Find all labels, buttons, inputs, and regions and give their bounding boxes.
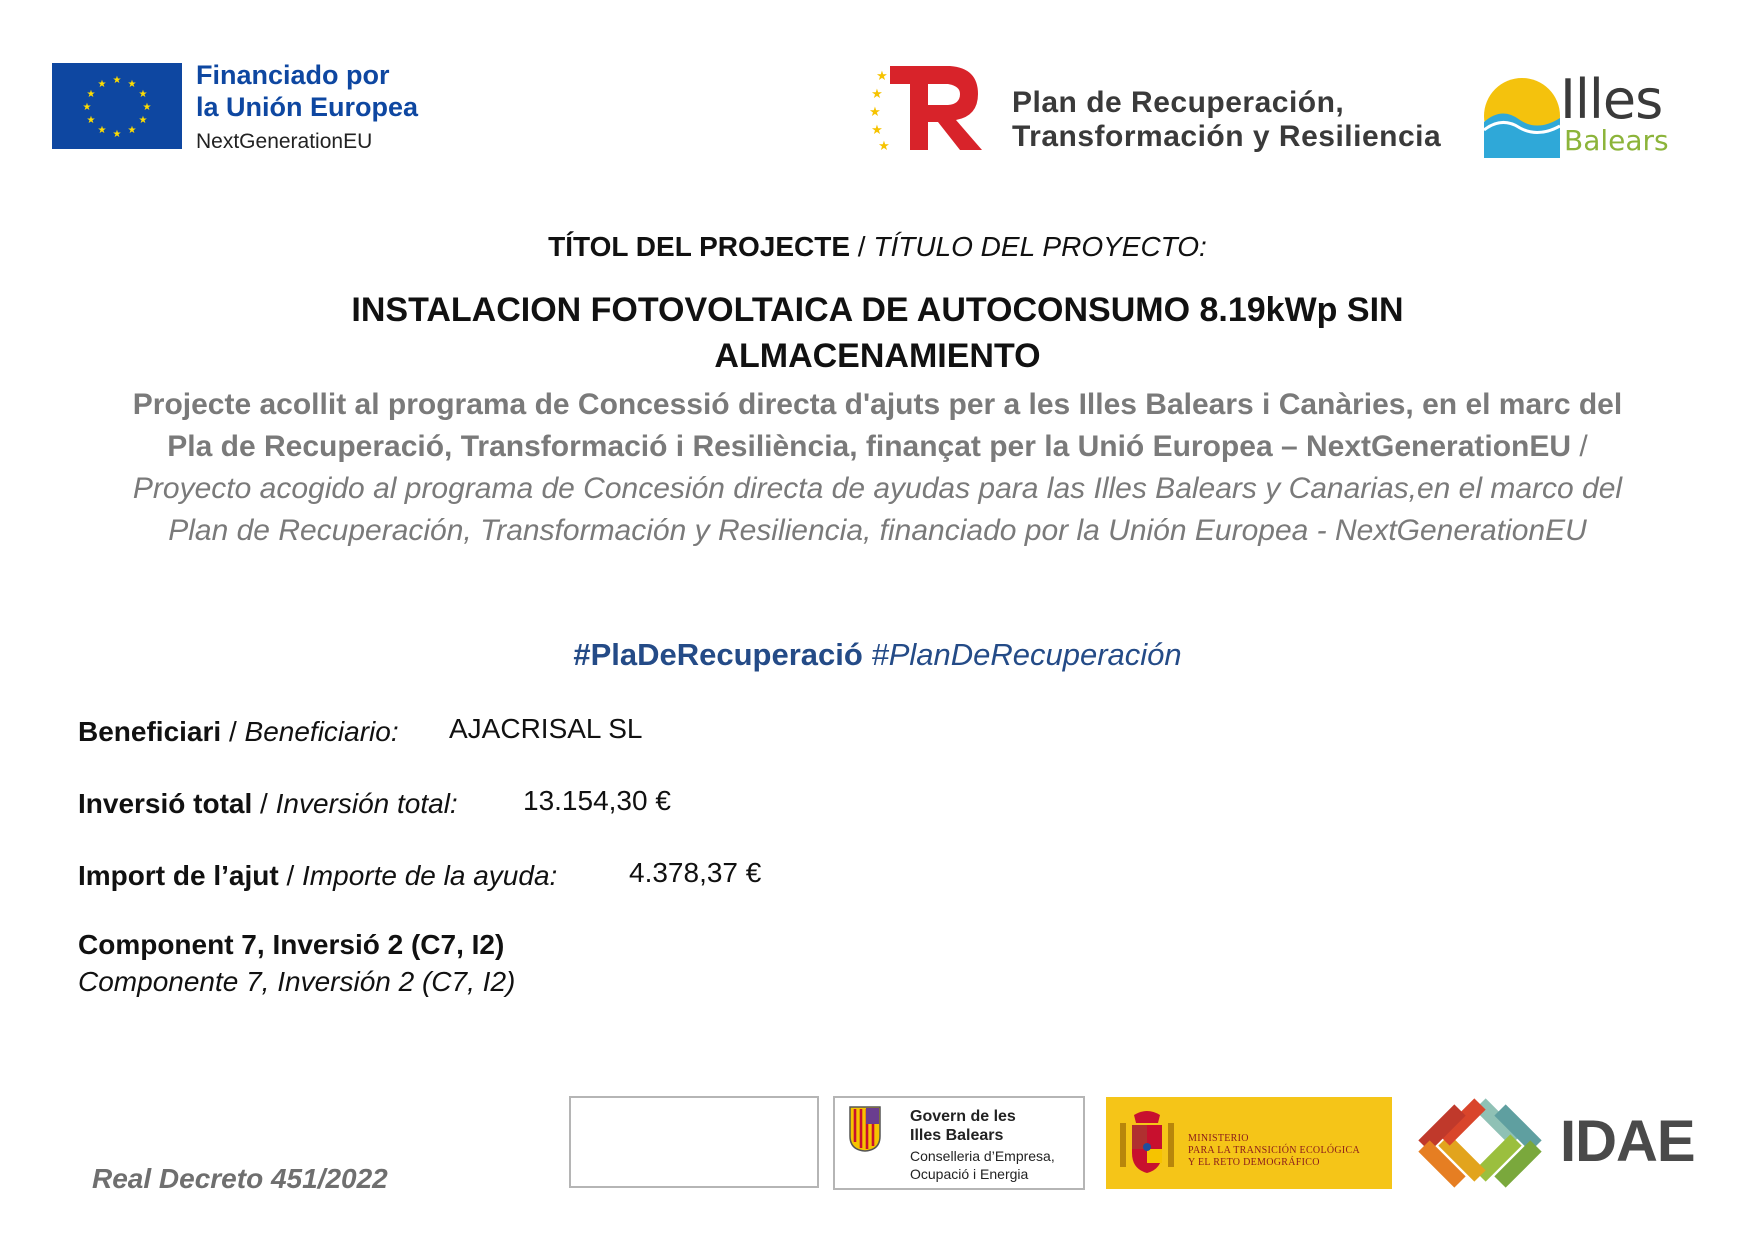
svg-text:★: ★ (871, 87, 883, 102)
ministerio-transicion-logo (1106, 1097, 1392, 1189)
svg-text:★: ★ (138, 115, 148, 126)
investment-label (78, 788, 458, 820)
svg-text:★: ★ (869, 105, 881, 120)
svg-text:★: ★ (127, 79, 137, 90)
hashtag-es: #PlanDeRecuperación (871, 637, 1182, 672)
ministerio-line2: PARA LA TRANSICIÓN ECOLÓGICA (1188, 1145, 1361, 1156)
svg-text:★: ★ (138, 89, 148, 100)
govern-line3: Conselleria d’Empresa, (910, 1148, 1055, 1164)
spain-coat-of-arms-icon (1118, 1109, 1176, 1177)
investment-label-es: Inversión total: (275, 788, 458, 819)
eu-funding-line1: Financiado por (196, 60, 390, 90)
prtr-logo (868, 60, 988, 155)
svg-text:★: ★ (878, 139, 890, 154)
investment-label-ca: Inversió total (78, 788, 253, 819)
aid-amount-label-sep: / (278, 860, 303, 891)
balears-wordmark: Balears (1564, 124, 1669, 157)
eu-stars-icon (52, 63, 182, 149)
eu-flag-logo (52, 63, 182, 149)
svg-text:★: ★ (112, 129, 122, 140)
prtr-tr-icon (868, 60, 988, 155)
svg-text:★: ★ (871, 123, 883, 138)
description-sep: / (1571, 430, 1588, 463)
empty-logo-box (569, 1096, 819, 1188)
aid-amount-label (78, 860, 557, 892)
govern-line1: Govern de les (910, 1108, 1016, 1125)
eu-funding-line2: la Unión Europea (196, 92, 419, 122)
beneficiary-label-sep: / (221, 716, 245, 747)
project-title: INSTALACION FOTOVOLTAICA DE AUTOCONSUMO 8.19kWp SIN ALMACENAMIENTO (351, 291, 1404, 375)
beneficiary-value: AJACRISAL SL (449, 713, 643, 744)
component-es: Componente 7, Inversión 2 (C7, I2) (78, 966, 516, 997)
project-title-label (0, 231, 1755, 263)
component-ca: Component 7, Inversió 2 (C7, I2) (78, 929, 505, 960)
illes-wordmark: Illes (1560, 68, 1663, 131)
title-label-ca: TÍTOL DEL PROJECTE (548, 231, 850, 262)
description-es: Proyecto acogido al programa de Concesión directa de ayudas para las Illes Balears y Canarias,en el marco del Plan de Recuperación, Transformación y Resiliencia, financiado por la Unión Europea - NextGenerationEU (132, 472, 1623, 547)
title-label-sep: / (850, 231, 874, 262)
project-description (125, 384, 1630, 552)
svg-text:★: ★ (82, 102, 92, 113)
beneficiary-label (78, 716, 399, 748)
investment-value: 13.154,30 € (523, 785, 671, 816)
svg-text:★: ★ (97, 79, 107, 90)
svg-text:★: ★ (86, 89, 96, 100)
govern-line2: Illes Balears (910, 1127, 1004, 1144)
description-ca: Projecte acollit al programa de Concessió directa d'ajuts per a les Illes Balears i Canàries, en el marc del Pla de Recuperació, Transformació i Resiliència, finançat per la Unió Europea – NextGenerationEU (132, 388, 1623, 463)
svg-text:★: ★ (876, 69, 888, 84)
svg-text:★: ★ (86, 115, 96, 126)
aid-amount-label-es: Importe de la ayuda: (302, 860, 558, 891)
investment-label-sep: / (252, 788, 276, 819)
aid-amount-label-ca: Import de l’ajut (78, 860, 279, 891)
idae-knot-icon (1416, 1096, 1550, 1192)
beneficiary-label-ca: Beneficiari (78, 716, 222, 747)
svg-text:★: ★ (127, 125, 137, 136)
govern-balears-logo (833, 1096, 1085, 1190)
hashtag-ca: #PlaDeRecuperació (573, 637, 863, 672)
real-decreto-reference: Real Decreto 451/2022 (92, 1163, 388, 1194)
govern-line4: Ocupació i Energia (910, 1166, 1029, 1182)
idae-logo-mark (1416, 1096, 1550, 1192)
prtr-line2: Transformación y Resiliencia (1012, 120, 1442, 153)
svg-text:★: ★ (142, 102, 152, 113)
ministerio-line3: Y EL RETO DEMOGRÁFICO (1188, 1157, 1320, 1168)
svg-text:★: ★ (97, 125, 107, 136)
eu-funding-line3: NextGenerationEU (196, 130, 373, 153)
beneficiary-label-es: Beneficiario: (244, 716, 399, 747)
idae-wordmark: IDAE (1560, 1109, 1695, 1174)
title-label-es: TÍTULO DEL PROYECTO: (873, 231, 1207, 262)
svg-text:★: ★ (112, 75, 122, 86)
prtr-line1: Plan de Recuperación, (1012, 86, 1345, 119)
aid-amount-value: 4.378,37 € (629, 857, 762, 888)
ministerio-line1: MINISTERIO (1188, 1133, 1249, 1144)
hashtags (0, 637, 1755, 673)
balears-shield-icon (849, 1106, 881, 1152)
